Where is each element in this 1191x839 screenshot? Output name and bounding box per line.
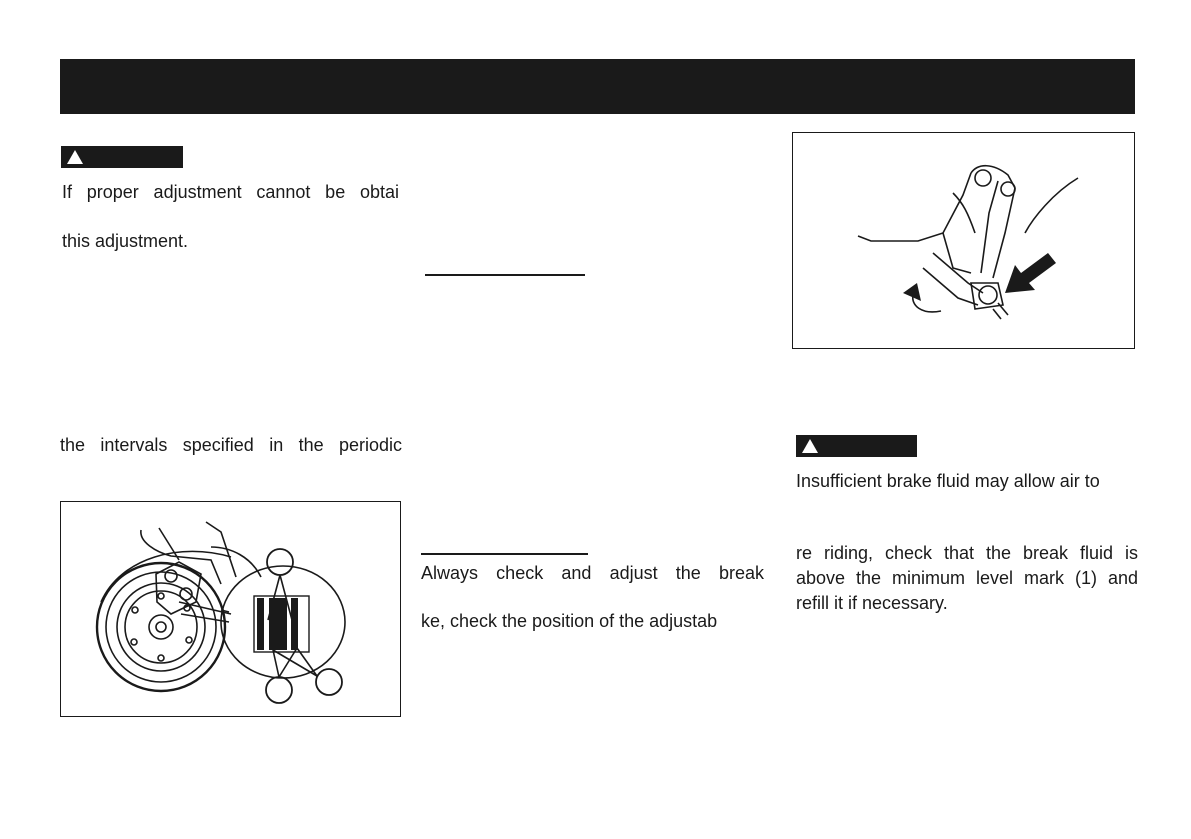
warning-triangle-icon: [801, 438, 819, 454]
warning-text-line-1: If proper adjustment cannot be obtai: [62, 182, 399, 202]
warning-badge: [61, 146, 183, 168]
warning-text-line-2: this adjustment.: [62, 231, 189, 251]
brake-pad-figure: [60, 501, 401, 717]
black-arrow-icon: [1005, 253, 1056, 293]
brake-disc-illustration: [61, 502, 400, 716]
brake-lever-figure: [792, 132, 1135, 349]
interval-text-line: the intervals specified in the periodic: [60, 435, 402, 455]
fluid-text-line-1: re riding, check that the break fluid is: [796, 543, 1138, 563]
warning-triangle-icon: [66, 149, 84, 165]
warning-badge-2: [796, 435, 917, 457]
fluid-text-line-3: refill it if necessary.: [796, 593, 948, 613]
adjust-text-line-2: ke, check the position of the adjustab: [421, 611, 718, 631]
section-rule-2: [421, 553, 588, 555]
fluid-warning-line-1: Insufficient brake fluid may allow air to: [796, 471, 1100, 491]
adjust-text-line-1: Always check and adjust the break: [421, 563, 764, 583]
brake-lever-illustration: [793, 133, 1134, 348]
section-rule-1: [425, 274, 585, 276]
fluid-text-line-2: above the minimum level mark (1) and: [796, 568, 1138, 588]
section-header-bar: [60, 59, 1135, 114]
